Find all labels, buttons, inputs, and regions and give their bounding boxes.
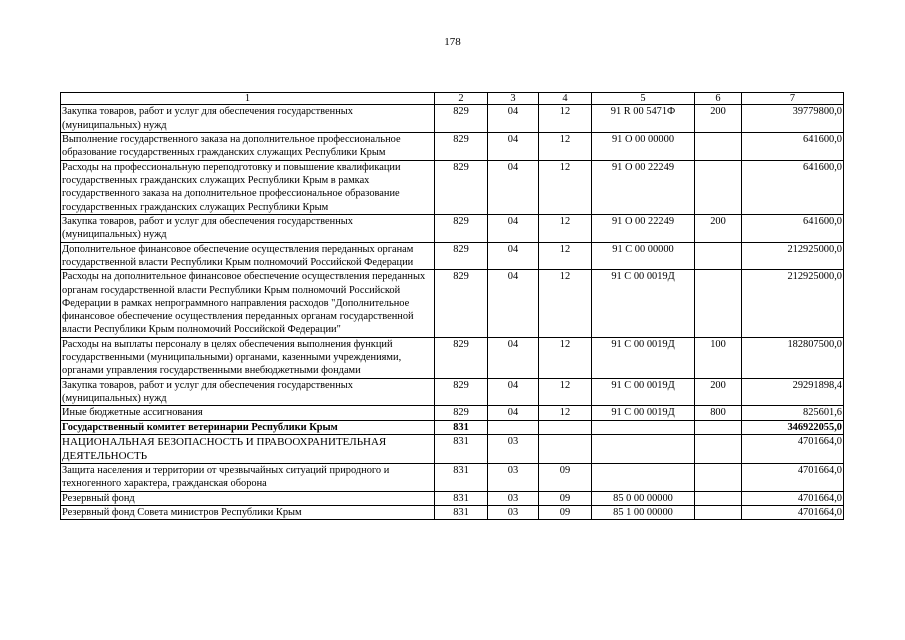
section-code-cell: 04 <box>488 270 539 338</box>
section-code-cell: 03 <box>488 491 539 505</box>
amount-cell: 641600,0 <box>742 160 844 214</box>
row-name-cell: Выполнение государственного заказа на дополнительное профессиональное образование государственных гражданских служащих Республики Крым <box>61 133 435 161</box>
amount-cell: 4701664,0 <box>742 464 844 492</box>
target-article-cell: 91 С 00 0019Д <box>592 270 695 338</box>
row-name-cell: Расходы на дополнительное финансовое обеспечение осуществления переданных органам государственной власти Республики Крым полномочий Российской Федерации в рамках непрограммного направления расходов "Дополнительное финансовое обеспечение осуществления переданных органам государственной власти Республики Крым полномочий Российской Федерации" <box>61 270 435 338</box>
ministry-code-cell: 831 <box>435 491 488 505</box>
section-code-cell: 04 <box>488 133 539 161</box>
expense-type-cell: 200 <box>695 214 742 242</box>
amount-cell: 4701664,0 <box>742 491 844 505</box>
ministry-code-cell: 829 <box>435 105 488 133</box>
row-name-cell: Закупка товаров, работ и услуг для обеспечения государственных (муниципальных) нужд <box>61 214 435 242</box>
subsection-code-cell: 09 <box>539 464 592 492</box>
expense-type-cell <box>695 464 742 492</box>
row-name-cell: Закупка товаров, работ и услуг для обеспечения государственных (муниципальных) нужд <box>61 378 435 406</box>
expense-type-cell <box>695 133 742 161</box>
section-code-cell <box>488 420 539 434</box>
amount-cell: 825601,6 <box>742 406 844 420</box>
section-code-cell: 04 <box>488 337 539 378</box>
row-name-cell: Государственный комитет ветеринарии Республики Крым <box>61 420 435 434</box>
expense-type-cell <box>695 491 742 505</box>
row-name-cell: Иные бюджетные ассигнования <box>61 406 435 420</box>
section-code-cell: 03 <box>488 434 539 463</box>
amount-cell: 182807500,0 <box>742 337 844 378</box>
table-row <box>61 160 844 214</box>
row-name-cell: Резервный фонд Совета министров Республики Крым <box>61 506 435 520</box>
expense-type-cell <box>695 160 742 214</box>
row-name-cell: НАЦИОНАЛЬНАЯ БЕЗОПАСНОСТЬ И ПРАВООХРАНИТЕЛЬНАЯ ДЕЯТЕЛЬНОСТЬ <box>61 434 435 463</box>
table-row <box>61 434 844 463</box>
section-code-cell: 04 <box>488 214 539 242</box>
header-cell: 3 <box>488 93 539 105</box>
subsection-code-cell: 12 <box>539 337 592 378</box>
expense-type-cell: 200 <box>695 105 742 133</box>
table-row <box>61 406 844 420</box>
ministry-code-cell: 831 <box>435 420 488 434</box>
amount-cell: 212925000,0 <box>742 242 844 270</box>
section-code-cell: 04 <box>488 105 539 133</box>
subsection-code-cell: 12 <box>539 214 592 242</box>
amount-cell: 39779800,0 <box>742 105 844 133</box>
ministry-code-cell: 829 <box>435 242 488 270</box>
target-article-cell: 91 О 00 00000 <box>592 133 695 161</box>
ministry-code-cell: 831 <box>435 434 488 463</box>
table-row <box>61 506 844 520</box>
section-code-cell: 04 <box>488 160 539 214</box>
section-code-cell: 03 <box>488 464 539 492</box>
expense-type-cell <box>695 270 742 338</box>
header-cell: 6 <box>695 93 742 105</box>
amount-cell: 4701664,0 <box>742 434 844 463</box>
ministry-code-cell: 829 <box>435 133 488 161</box>
target-article-cell <box>592 420 695 434</box>
table-row <box>61 270 844 338</box>
section-code-cell: 04 <box>488 378 539 406</box>
table-row <box>61 133 844 161</box>
table-row <box>61 214 844 242</box>
subsection-code-cell: 12 <box>539 270 592 338</box>
target-article-cell <box>592 464 695 492</box>
subsection-code-cell <box>539 420 592 434</box>
subsection-code-cell: 12 <box>539 406 592 420</box>
row-name-cell: Защита населения и территории от чрезвычайных ситуаций природного и техногенного характера, гражданская оборона <box>61 464 435 492</box>
table-row <box>61 105 844 133</box>
target-article-cell: 91 О 00 22249 <box>592 214 695 242</box>
target-article-cell: 91 О 00 22249 <box>592 160 695 214</box>
expense-type-cell <box>695 242 742 270</box>
expense-type-cell <box>695 420 742 434</box>
target-article-cell: 91 R 00 5471Ф <box>592 105 695 133</box>
table-row <box>61 242 844 270</box>
amount-cell: 346922055,0 <box>742 420 844 434</box>
header-cell: 7 <box>742 93 844 105</box>
row-name-cell: Расходы на профессиональную переподготовку и повышение квалификации государственных гражданских служащих Республики Крым в рамках государственного заказа на дополнительное профессиональное образование государственных гражданских служащих Республики Крым <box>61 160 435 214</box>
section-code-cell: 04 <box>488 406 539 420</box>
subsection-code-cell: 12 <box>539 242 592 270</box>
subsection-code-cell: 09 <box>539 506 592 520</box>
amount-cell: 212925000,0 <box>742 270 844 338</box>
target-article-cell: 85 0 00 00000 <box>592 491 695 505</box>
row-name-cell: Дополнительное финансовое обеспечение осуществления переданных органам государственной власти Республики Крым полномочий Российской Федерации <box>61 242 435 270</box>
table-row <box>61 337 844 378</box>
amount-cell: 29291898,4 <box>742 378 844 406</box>
row-name-cell: Расходы на выплаты персоналу в целях обеспечения выполнения функций государственными (муниципальными) органами, казенными учреждениями, органами управления государственными внебюджетными фондами <box>61 337 435 378</box>
expense-type-cell <box>695 506 742 520</box>
amount-cell: 4701664,0 <box>742 506 844 520</box>
target-article-cell: 85 1 00 00000 <box>592 506 695 520</box>
table-row <box>61 464 844 492</box>
expense-type-cell <box>695 434 742 463</box>
ministry-code-cell: 829 <box>435 160 488 214</box>
table-row <box>61 378 844 406</box>
section-code-cell: 03 <box>488 506 539 520</box>
target-article-cell: 91 С 00 0019Д <box>592 378 695 406</box>
header-cell: 2 <box>435 93 488 105</box>
ministry-code-cell: 829 <box>435 214 488 242</box>
subsection-code-cell: 12 <box>539 160 592 214</box>
subsection-code-cell: 09 <box>539 491 592 505</box>
expense-type-cell: 200 <box>695 378 742 406</box>
ministry-code-cell: 831 <box>435 506 488 520</box>
target-article-cell: 91 С 00 0019Д <box>592 406 695 420</box>
subsection-code-cell: 12 <box>539 133 592 161</box>
ministry-code-cell: 829 <box>435 270 488 338</box>
ministry-code-cell: 829 <box>435 337 488 378</box>
expense-type-cell: 100 <box>695 337 742 378</box>
amount-cell: 641600,0 <box>742 133 844 161</box>
header-cell: 4 <box>539 93 592 105</box>
subsection-code-cell: 12 <box>539 105 592 133</box>
subsection-code-cell: 12 <box>539 378 592 406</box>
row-name-cell: Резервный фонд <box>61 491 435 505</box>
budget-table <box>60 92 844 520</box>
header-cell: 5 <box>592 93 695 105</box>
ministry-code-cell: 829 <box>435 378 488 406</box>
table-row <box>61 420 844 434</box>
subsection-code-cell <box>539 434 592 463</box>
row-name-cell: Закупка товаров, работ и услуг для обеспечения государственных (муниципальных) нужд <box>61 105 435 133</box>
header-cell: 1 <box>61 93 435 105</box>
table-row <box>61 491 844 505</box>
target-article-cell <box>592 434 695 463</box>
ministry-code-cell: 831 <box>435 464 488 492</box>
section-code-cell: 04 <box>488 242 539 270</box>
page-number: 178 <box>444 36 461 48</box>
ministry-code-cell: 829 <box>435 406 488 420</box>
header-row <box>61 93 844 105</box>
amount-cell: 641600,0 <box>742 214 844 242</box>
expense-type-cell: 800 <box>695 406 742 420</box>
target-article-cell: 91 С 00 00000 <box>592 242 695 270</box>
target-article-cell: 91 С 00 0019Д <box>592 337 695 378</box>
